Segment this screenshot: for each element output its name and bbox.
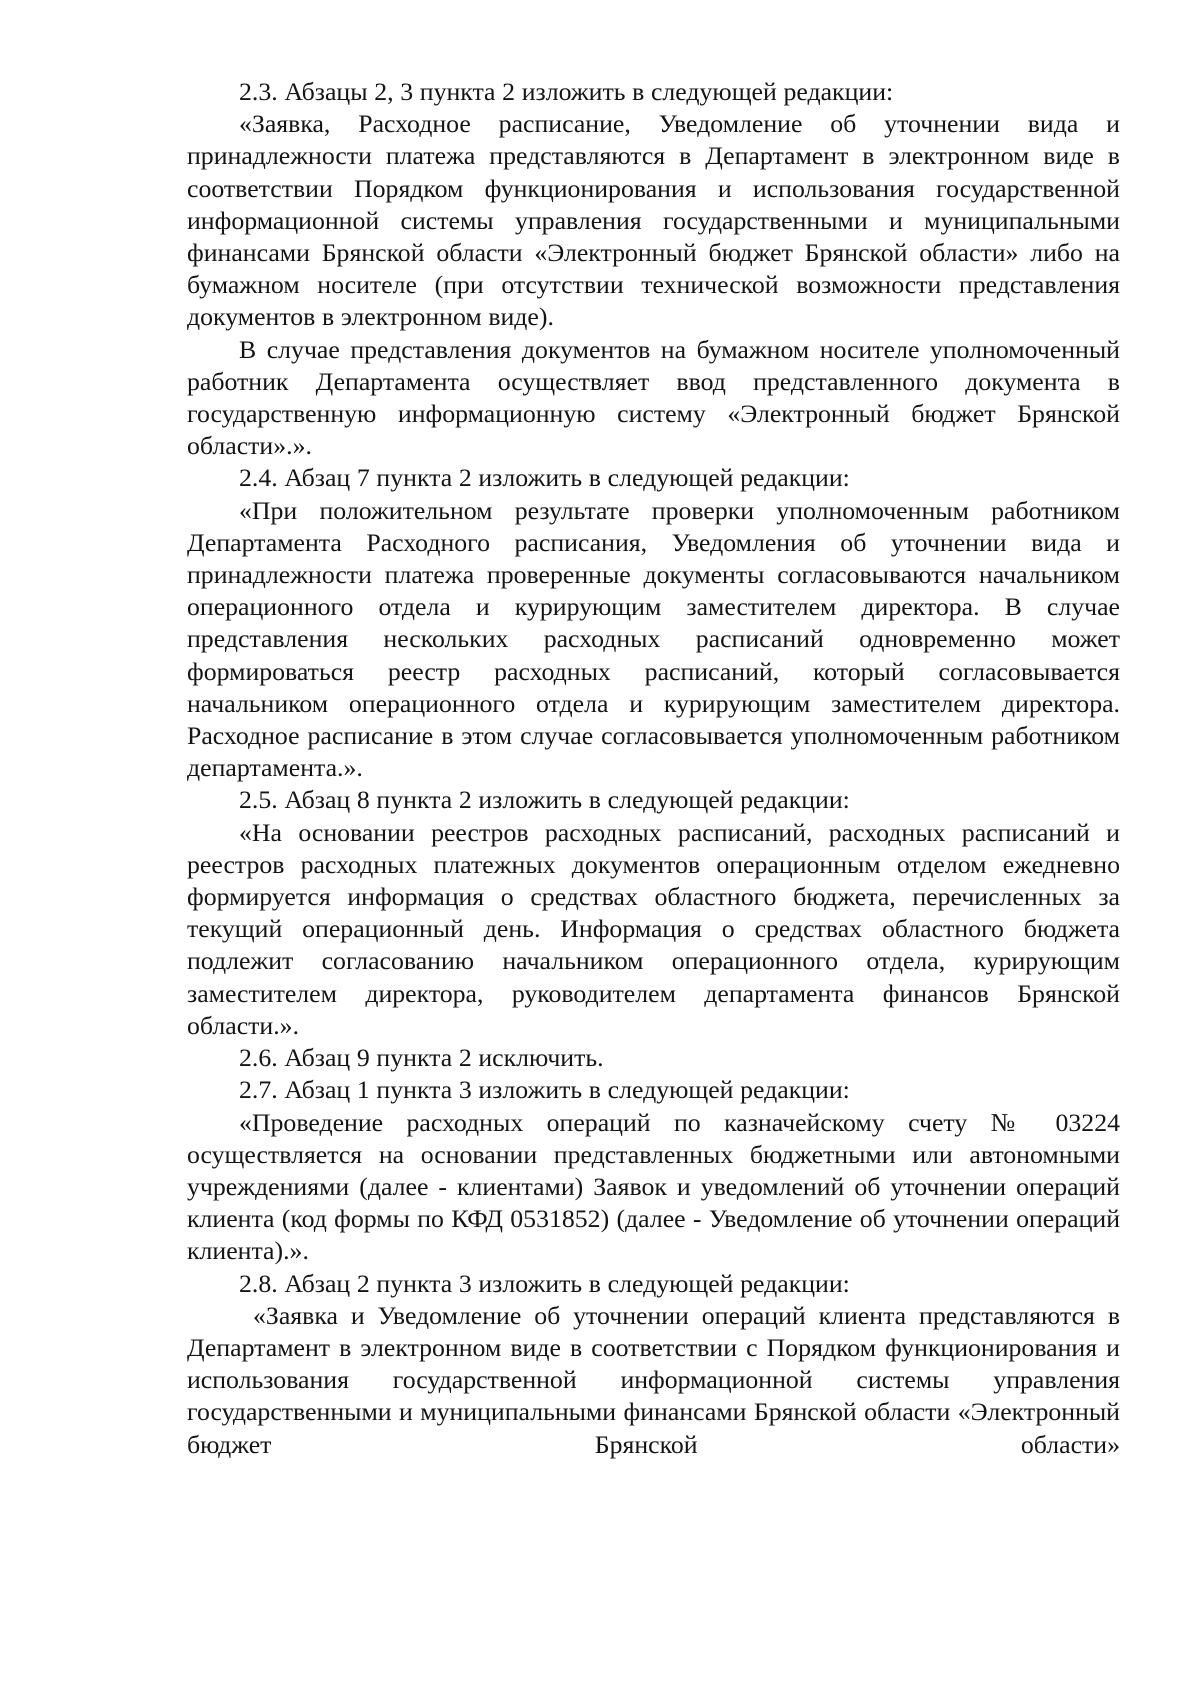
paragraph-quote-item-2-7: «Проведение расходных операций по казначейскому счету № 03224 осуществляется на основании представленных бюджетными или автономными учреждениями (далее - клиентами) Заявок и уведомлений об уточнении операций клиента (код формы по КФД 0531852) (далее - Уведомление об уточнении операций клиента).». xyxy=(187,1107,1120,1266)
paragraph-quote-item-2-5: «На основании реестров расходных расписаний, расходных расписаний и реестров расходных платежных документов операционным отделом ежедневно формируется информация о средствах областного бюджета, перечисленных за текущий операционный день. Информация о средствах областного бюджета подлежит согласованию начальником операционного отдела, курирующим заместителем директора, руководителем департамента финансов Брянской области.». xyxy=(187,817,1120,1040)
paragraph-item-2-4-heading: 2.4. Абзац 7 пункта 2 изложить в следующей редакции: xyxy=(239,463,850,493)
paragraph-item-2-6: 2.6. Абзац 9 пункта 2 исключить. xyxy=(239,1043,604,1073)
paragraph-quote-item-2-3-second: В случае представления документов на бумажном носителе уполномоченный работник Департамента осуществляет ввод представленного документа в государственную информационную систему «Электронный бюджет Брянской области».». xyxy=(187,334,1120,461)
paragraph-quote-item-2-8: «Заявка и Уведомление об уточнении операций клиента представляются в Департамент в электронном виде в соответствии с Порядком функционирования и использования государственной информационной системы управления государственными и муниципальными финансами Брянской области «Электронный бюджет Брянской области» xyxy=(187,1300,1120,1459)
paragraph-item-2-3-heading: 2.3. Абзацы 2, 3 пункта 2 изложить в следующей редакции: xyxy=(239,77,894,106)
document-body xyxy=(187,76,1120,1461)
paragraph-item-2-8-heading: 2.8. Абзац 2 пункта 3 изложить в следующей редакции: xyxy=(239,1268,850,1298)
paragraph-quote-item-2-4: «При положительном результате проверки уполномоченным работником Департамента Расходного расписания, Уведомления об уточнении вида и принадлежности платежа проверенные документы согласовываются начальником операционного отдела и курирующим заместителем директора. В случае представления нескольких расходных расписаний одновременно может формироваться реестр расходных расписаний, который согласовывается начальником операционного отдела и курирующим заместителем директора. Расходное расписание в этом случае согласовывается уполномоченным работником департамента.». xyxy=(187,495,1120,783)
paragraph-item-2-7-heading: 2.7. Абзац 1 пункта 3 изложить в следующей редакции: xyxy=(239,1075,850,1105)
paragraph-quote-item-2-3-first: «Заявка, Расходное расписание, Уведомление об уточнении вида и принадлежности платежа представляются в Департамент в электронном виде в соответствии Порядком функционирования и использования государственной информационной системы управления государственными и муниципальными финансами Брянской области «Электронный бюджет Брянской области» либо на бумажном носителе (при отсутствии технической возможности представления документов в электронном виде). xyxy=(187,109,1120,332)
paragraph-item-2-5-heading: 2.5. Абзац 8 пункта 2 изложить в следующей редакции: xyxy=(239,785,850,815)
